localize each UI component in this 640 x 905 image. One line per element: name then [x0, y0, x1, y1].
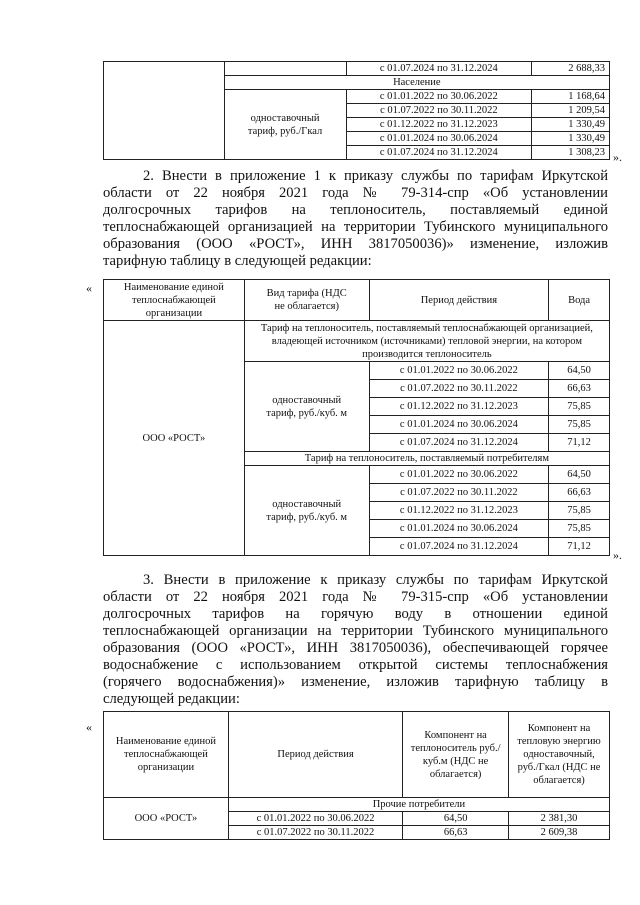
table-cell — [104, 62, 225, 76]
paragraph-3 — [103, 572, 608, 708]
paragraph-line: долгосрочных тарифов на теплоноситель, поставляемый единой — [103, 202, 608, 218]
group-header: Население — [224, 76, 609, 90]
period-cell: с 01.01.2022 по 30.06.2022 — [228, 812, 402, 826]
value-cell: 2 688,33 — [532, 62, 610, 76]
table-cell — [104, 146, 225, 160]
period-cell: с 01.07.2024 по 31.12.2024 — [369, 538, 548, 556]
group-header: Прочие потребители — [228, 798, 609, 812]
value-cell: 75,85 — [549, 502, 610, 520]
header-org: Наименование единой теплоснабжающей организации — [104, 280, 245, 321]
closing-quote: ». — [613, 548, 622, 562]
table-cell — [104, 76, 225, 90]
tariff-type-cell: одноставочный тариф, руб./куб. м — [244, 362, 369, 452]
period-cell: с 01.12.2022 по 31.12.2023 — [346, 118, 532, 132]
value-cell: 66,63 — [403, 826, 509, 840]
paragraph-line: образования (ООО «РОСТ», ИНН 3817050036)» изменение, изложив — [103, 236, 608, 252]
paragraph-line: следующей редакции: — [103, 691, 240, 707]
value-cell: 75,85 — [549, 416, 610, 434]
period-cell: с 01.01.2022 по 30.06.2022 — [369, 466, 548, 484]
period-cell: с 01.01.2024 по 30.06.2024 — [369, 520, 548, 538]
header-tariff-type: Вид тарифа (НДС не облагается) — [244, 280, 369, 321]
tariff-table-heat-continued — [103, 61, 610, 160]
table-cell — [104, 132, 225, 146]
value-cell: 64,50 — [549, 362, 610, 380]
header-component-coolant: Компонент на теплоноситель руб./куб.м (НДС не облагается) — [403, 712, 509, 798]
period-cell: с 01.07.2024 по 31.12.2024 — [346, 62, 532, 76]
value-cell: 1 330,49 — [532, 132, 610, 146]
group-header: Тариф на теплоноситель, поставляемый теплоснабжающей организацией, владеющей источником (источниками) тепловой энергии, на котором производится теплоноситель — [244, 321, 609, 362]
period-cell: с 01.12.2022 по 31.12.2023 — [369, 398, 548, 416]
tariff-type-cell: одноставочный тариф, руб./куб. м — [244, 466, 369, 556]
value-cell: 1 330,49 — [532, 118, 610, 132]
header-period: Период действия — [228, 712, 402, 798]
paragraph-line: 3. Внести в приложение к приказу службы по тарифам Иркутской — [143, 572, 608, 588]
table-cell — [104, 118, 225, 132]
period-cell: с 01.01.2022 по 30.06.2022 — [369, 362, 548, 380]
header-component-heat: Компонент на тепловую энергию одноставочный, руб./Гкал (НДС не облагается) — [509, 712, 610, 798]
value-cell: 2 609,38 — [509, 826, 610, 840]
value-cell: 71,12 — [549, 538, 610, 556]
paragraph-line: области от 22 ноября 2021 года № 79-315-спр «Об установлении — [103, 589, 608, 605]
opening-quote: « — [86, 281, 92, 295]
tariff-table-coolant — [103, 279, 610, 556]
value-cell: 64,50 — [549, 466, 610, 484]
value-cell: 71,12 — [549, 434, 610, 452]
value-cell: 1 168,64 — [532, 90, 610, 104]
table-cell — [104, 798, 229, 812]
paragraph-line: 2. Внести в приложение 1 к приказу службы по тарифам Иркутской — [143, 168, 608, 184]
header-org: Наименование единой теплоснабжающей организации — [104, 712, 229, 798]
tariff-table-hot-water — [103, 711, 610, 840]
group-header: Тариф на теплоноситель, поставляемый потребителям — [244, 452, 609, 466]
table-cell — [224, 62, 346, 76]
period-cell: с 01.07.2022 по 30.11.2022 — [346, 104, 532, 118]
period-cell: с 01.07.2022 по 30.11.2022 — [369, 484, 548, 502]
period-cell: с 01.07.2024 по 31.12.2024 — [346, 146, 532, 160]
org-cell: ООО «РОСТ» — [104, 321, 245, 556]
paragraph-line: области от 22 ноября 2021 года № 79-314-спр «Об установлении — [103, 185, 608, 201]
paragraph-line: образования (ООО «РОСТ», ИНН 3817050036), обеспечивающей горячее — [103, 640, 608, 656]
table-cell — [104, 104, 225, 118]
table-cell — [104, 90, 225, 104]
period-cell: с 01.01.2022 по 30.06.2022 — [346, 90, 532, 104]
value-cell: 75,85 — [549, 520, 610, 538]
header-period: Период действия — [369, 280, 548, 321]
period-cell: с 01.01.2024 по 30.06.2024 — [346, 132, 532, 146]
value-cell: 1 209,54 — [532, 104, 610, 118]
value-cell: 66,63 — [549, 484, 610, 502]
value-cell: 1 308,23 — [532, 146, 610, 160]
opening-quote: « — [86, 720, 92, 734]
paragraph-line: теплоснабжающей организацией на территории Тубинского муниципального — [103, 219, 608, 235]
paragraph-line: водоснабжение с использованием открытой системы теплоснабжения — [103, 657, 608, 673]
paragraph-line: долгосрочных тарифов на горячую воду в отношении единой — [103, 606, 608, 622]
paragraph-2 — [103, 168, 608, 270]
header-water: Вода — [549, 280, 610, 321]
period-cell: с 01.07.2022 по 30.11.2022 — [228, 826, 402, 840]
value-cell: 2 381,30 — [509, 812, 610, 826]
paragraph-line: тарифную таблицу в следующей редакции: — [103, 253, 372, 269]
org-cell: ООО «РОСТ» — [104, 812, 229, 840]
closing-quote: ». — [613, 150, 622, 164]
period-cell: с 01.12.2022 по 31.12.2023 — [369, 502, 548, 520]
tariff-type-cell: одноставочный тариф, руб./Гкал — [224, 90, 346, 160]
value-cell: 75,85 — [549, 398, 610, 416]
value-cell: 64,50 — [403, 812, 509, 826]
period-cell: с 01.07.2022 по 30.11.2022 — [369, 380, 548, 398]
paragraph-line: (горячего водоснабжения)» изменение, изложив тарифную таблицу в — [103, 674, 608, 690]
period-cell: с 01.01.2024 по 30.06.2024 — [369, 416, 548, 434]
period-cell: с 01.07.2024 по 31.12.2024 — [369, 434, 548, 452]
value-cell: 66,63 — [549, 380, 610, 398]
paragraph-line: теплоснабжающей организации на территории Тубинского муниципального — [103, 623, 608, 639]
